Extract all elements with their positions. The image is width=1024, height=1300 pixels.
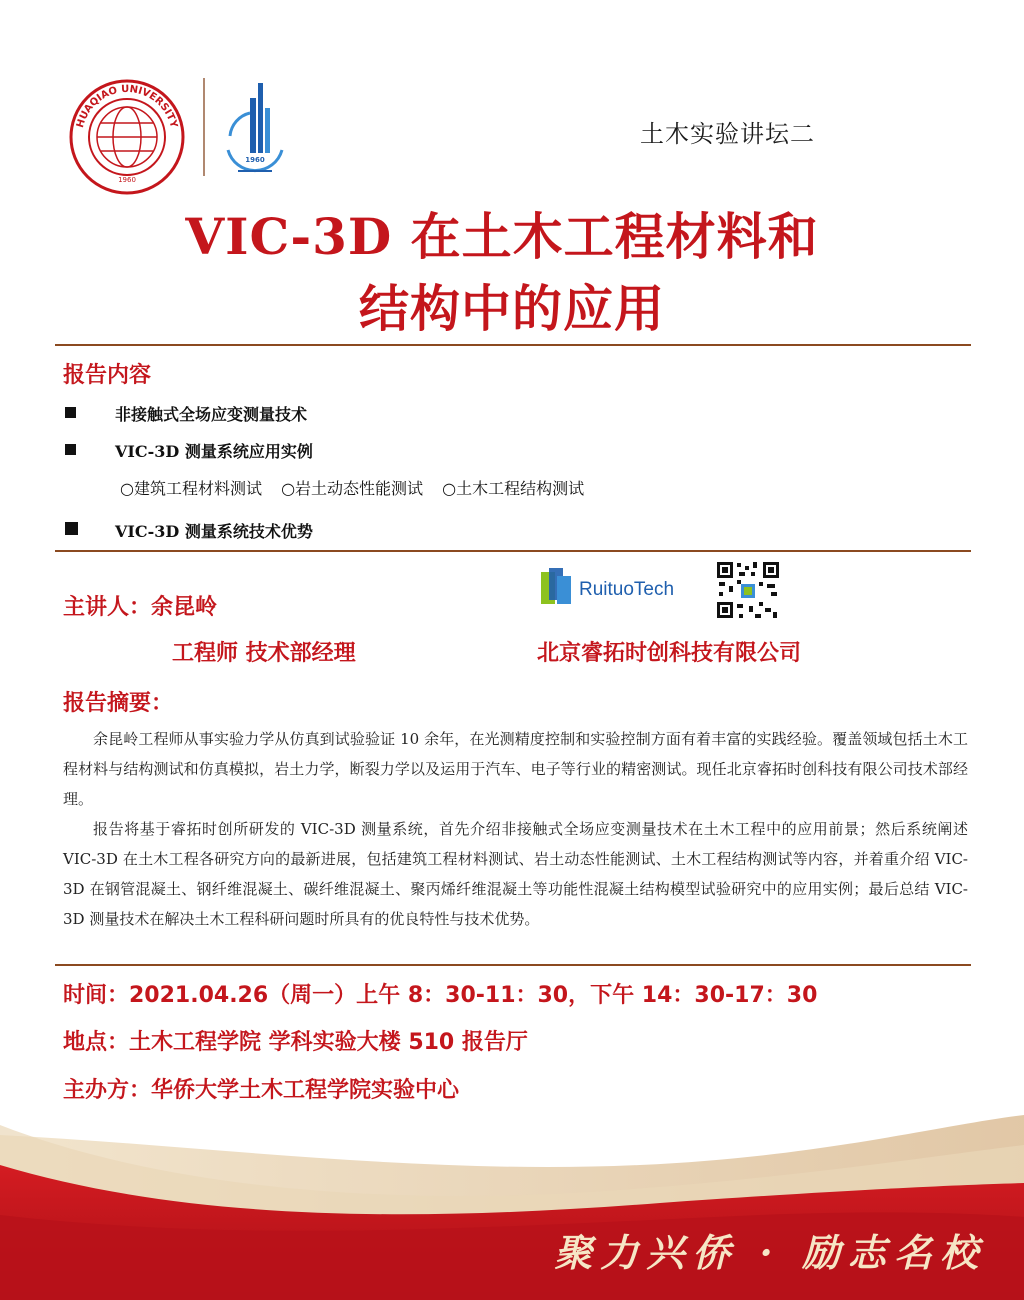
section-divider bbox=[55, 550, 971, 552]
sub-item: ○岩土动态性能测试 bbox=[281, 479, 424, 498]
abstract-paragraph: 报告将基于睿拓时创所研发的 VIC-3D 测量系统，首先介绍非接触式全场应变测量技术在土木工程中的应用前景；然后系统阐述 VIC-3D 在土木工程各研究方向的最新进展，包括建筑工程材料测试、岩土动态性能测试、土木工程结构测试等内容，并着重介绍 VIC-3D 在钢管混凝土、钢纤维混凝土、碳纤维混凝土、聚丙烯纤维混凝土等功能性混凝土结构模型试验研究中的应用实例；最后总结 VIC-3D 测量技术在解决土木工程科研问题时所具有的优良特性与技术优势。 bbox=[63, 820, 968, 928]
sub-item: ○建筑工程材料测试 bbox=[120, 479, 262, 498]
sub-item: ○土木工程结构测试 bbox=[442, 479, 585, 498]
ruituotech-logo bbox=[537, 562, 697, 612]
content-item: VIC-3D 测量系统应用实例 bbox=[115, 442, 313, 461]
university-logo bbox=[68, 78, 186, 196]
lecture-series-label: 土木实验讲坛二 bbox=[640, 120, 815, 148]
footer-slogan: 聚力兴侨 · 励志名校 bbox=[554, 1230, 986, 1275]
section-divider bbox=[55, 344, 971, 346]
speaker-title: 工程师 技术部经理 bbox=[172, 641, 356, 666]
poster-title-line1: VIC-3D 在土木工程材料和 bbox=[185, 207, 819, 266]
content-sub-items bbox=[120, 476, 598, 499]
svg-text:1960: 1960 bbox=[245, 156, 265, 164]
bullet-square-icon bbox=[65, 522, 78, 535]
bullet-square-icon bbox=[65, 407, 76, 418]
civil-school-logo bbox=[220, 78, 290, 178]
poster-title-line2: 结构中的应用 bbox=[359, 279, 665, 338]
bullet-square-icon bbox=[65, 444, 76, 455]
content-heading: 报告内容 bbox=[63, 363, 152, 388]
event-time: 时间：2021.04.26（周一）上午 8：30-11：30，下午 14：30-17：30 bbox=[63, 983, 818, 1008]
section-divider bbox=[55, 964, 971, 966]
speaker-company: 北京睿拓时创科技有限公司 bbox=[537, 641, 802, 666]
abstract-heading: 报告摘要： bbox=[63, 691, 174, 716]
svg-text:1960: 1960 bbox=[118, 176, 136, 184]
qr-code bbox=[715, 560, 781, 620]
abstract-body bbox=[63, 724, 968, 934]
event-place: 地点：土木工程学院 学科实验大楼 510 报告厅 bbox=[63, 1030, 528, 1055]
event-organizer: 主办方：华侨大学土木工程学院实验中心 bbox=[63, 1078, 460, 1103]
svg-text:HUAQIAO UNIVERSITY: HUAQIAO UNIVERSITY bbox=[74, 83, 179, 130]
logo-divider bbox=[203, 78, 205, 176]
abstract-paragraph: 余昆岭工程师从事实验力学从仿真到试验验证 10 余年，在光测精度控制和实验控制方面有着丰富的实践经验。覆盖领域包括土木工程材料与结构测试和仿真模拟，岩土力学，断裂力学以及运用于汽车、电子等行业的精密测试。现任北京睿拓时创科技有限公司技术部经理。 bbox=[63, 730, 968, 808]
speaker-name: 主讲人：余昆岭 bbox=[63, 595, 218, 620]
svg-text:RuituoTech: RuituoTech bbox=[579, 579, 675, 600]
content-item: 非接触式全场应变测量技术 bbox=[115, 405, 308, 424]
content-item: VIC-3D 测量系统技术优势 bbox=[115, 522, 313, 541]
